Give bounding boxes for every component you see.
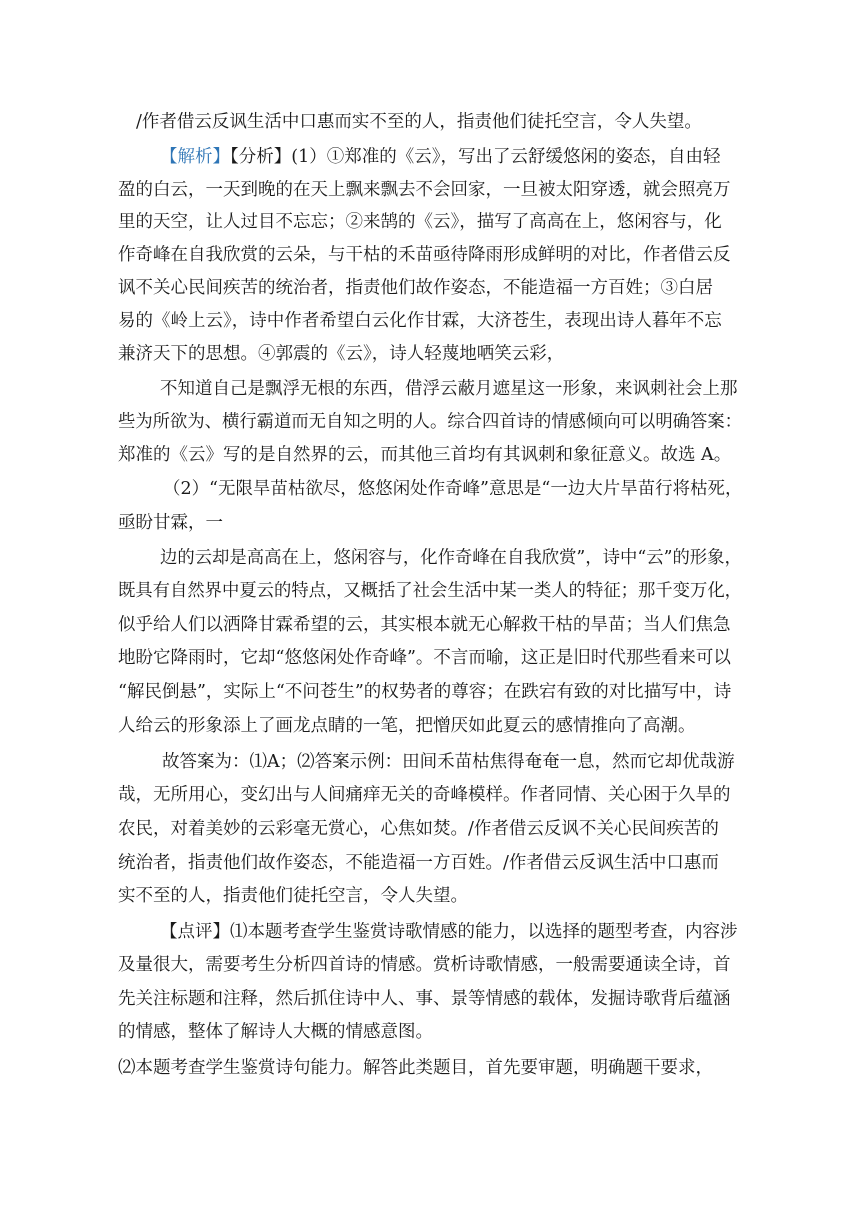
text-line-14: 边的云却是高高在上，悠闲容与，化作奇峰在自我欣赏”，诗中“云”的形象， — [160, 548, 742, 568]
text-line-21: 哉，无所用心，变幻出与人间痛痒无关的奇峰模样。作者同情、关心困于久旱的 — [118, 785, 731, 805]
text-line-4: 里的天空，让人过目不忘忘；②来鹄的《云》，描写了高高在上，悠闲容与，化 — [118, 212, 722, 232]
text-line-27: 先关注标题和注释，然后抓住诗中人、事、景等情感的载体，发掘诗歌背后蕴涵 — [118, 989, 731, 1009]
text-line-12: （2）“无限旱苗枯欲尽，悠悠闲处作奇峰”意思是“一边大片旱苗行将枯死， — [163, 479, 743, 499]
text-line-19: 人给云的形象添上了画龙点睛的一笔，把憎厌如此夏云的感情推向了高潮。 — [118, 716, 696, 736]
text-line-3: 盈的白云，一天到晚的在天上飘来飘去不会回家，一旦被太阳穿透，就会照亮万 — [118, 180, 731, 200]
text-line-18: “解民倒悬”，实际上“不问苍生”的权势者的尊容；在跌宕有致的对比描写中，诗 — [118, 682, 732, 702]
analysis-line — [160, 144, 720, 170]
text-line-13: 亟盼甘霖，一 — [118, 513, 223, 533]
text-line-25: 【点评】⑴本题考查学生鉴赏诗歌情感的能力，以选择的题型考查，内容涉 — [160, 922, 738, 942]
text-line-22: 农民，对着美妙的云彩毫无赏心，心焦如焚。/作者借云反讽不关心民间疾苦的 — [118, 819, 719, 839]
text-line-11: 郑准的《云》写的是自然界的云，而其他三首均有其讽刺和象征意义。故选 A。 — [118, 445, 732, 465]
text-line-10: 些为所欲为、横行霸道而无自知之明的人。综合四首诗的情感倾向可以明确答案： — [118, 412, 743, 432]
text-line-17: 地盼它降雨时，它却“悠悠闲处作奇峰”。不言而喻，这正是旧时代那些看来可以 — [118, 648, 731, 668]
text-line-1: /作者借云反讽生活中口惠而实不至的人，指责他们徒托空言，令人失望。 — [136, 112, 702, 132]
text-line-24: 实不至的人，指责他们徒托空言，令人失望。 — [118, 886, 468, 906]
analysis-text: 【分析】(1）①郑准的《云》，写出了云舒缓悠闲的姿态，自由轻 — [230, 147, 721, 167]
text-line-15: 既具有自然界中夏云的特点，又概括了社会生活中某一类人的特征；那千变万化， — [118, 581, 743, 601]
text-line-29: ⑵本题考查学生鉴赏诗句能力。解答此类题目，首先要审题，明确题干要求， — [118, 1058, 713, 1078]
text-line-6: 讽不关心民间疾苦的统治者，指责他们故作姿态，不能造福一方百姓；③白居 — [118, 278, 713, 298]
text-line-26: 及量很大，需要考生分析四首诗的情感。赏析诗歌情感，一般需要通读全诗，首 — [118, 955, 731, 975]
text-line-7: 易的《岭上云》，诗中作者希望白云化作甘霖，大济苍生，表现出诗人暮年不忘 — [118, 311, 722, 331]
text-line-28: 的情感，整体了解诗人大概的情感意图。 — [118, 1022, 433, 1042]
text-line-23: 统治者，指责他们故作姿态，不能造福一方百姓。/作者借云反讽生活中口惠而 — [118, 853, 719, 873]
text-line-9: 不知道自己是飘浮无根的东西，借浮云蔽月遮星这一形象，来讽刺社会上那 — [160, 379, 738, 399]
analysis-label: 【解析】 — [160, 147, 230, 167]
text-line-8: 兼济天下的思想。④郭震的《云》，诗人轻蔑地哂笑云彩， — [118, 344, 565, 364]
text-line-16: 似乎给人们以洒降甘霖希望的云，其实根本就无心解救干枯的旱苗；当人们焦急 — [118, 615, 731, 635]
text-line-20: 故答案为：⑴A；⑵答案示例：田间禾苗枯焦得奄奄一息，然而它却优哉游 — [162, 752, 735, 772]
text-line-5: 作奇峰在自我欣赏的云朵，与干枯的禾苗亟待降雨形成鲜明的对比，作者借云反 — [118, 245, 731, 265]
